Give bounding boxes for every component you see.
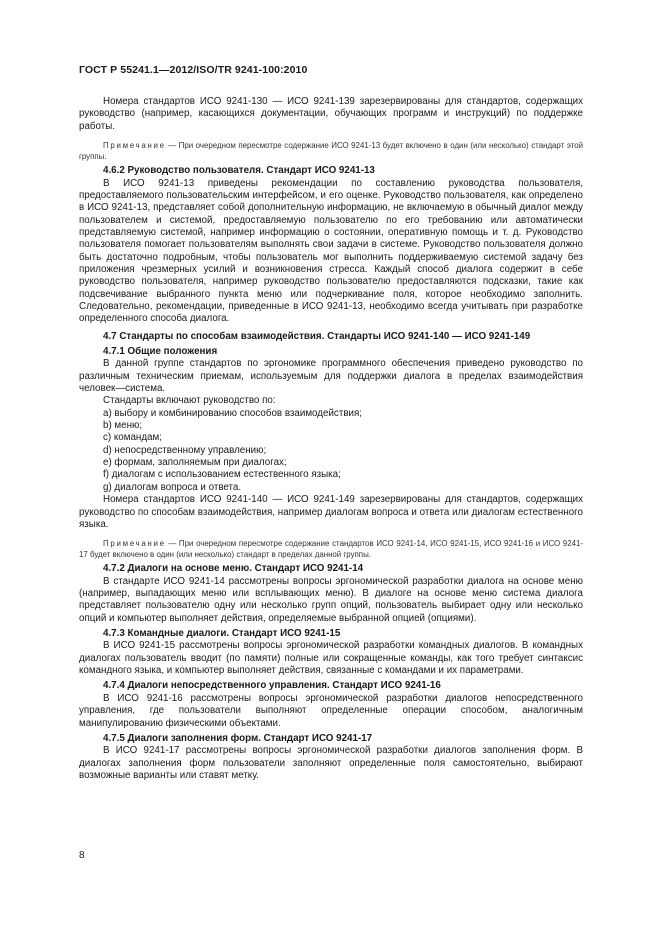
note <box>79 141 583 162</box>
section-heading: 4.6.2 Руководство пользователя. Стандарт ИСО 9241-13 <box>103 165 375 177</box>
section-heading: 4.7.4 Диалоги непосредственного управления. Стандарт ИСО 9241-16 <box>103 680 441 692</box>
paragraph: В ИСО 9241-16 рассмотрены вопросы эргономической разработки диалогов непосредственного управления, где пользователи выполняют определенные операции способом, аналогичным манипулированию физическими объектами. <box>79 692 583 729</box>
list-item: g) диалогам вопроса и ответа. <box>103 481 242 493</box>
note <box>79 539 583 560</box>
list-item: b) меню; <box>103 420 143 432</box>
paragraph: В ИСО 9241-17 рассмотрены вопросы эргономической разработки диалогов заполнения форм. В диалогах заполнения форм пользователи заполняют определенные поля самостоятельно, выбирают возможные варианты или ставят метку. <box>79 745 583 781</box>
document-header: ГОСТ Р 55241.1—2012/ISO/TR 9241-100:2010 <box>79 64 308 76</box>
paragraph: Номера стандартов ИСО 9241-140 — ИСО 9241-149 зарезервированы для стандартов, содержащих руководство по способам взаимодействия, например диалогам вопроса и ответа или диалогам естественного языка. <box>79 494 583 530</box>
paragraph: Номера стандартов ИСО 9241-130 — ИСО 9241-139 зарезервированы для стандартов, содержащих руководство (например, касающихся документации, обучающих программ и инструкций) по поддержке работы. <box>79 96 583 132</box>
section-heading: 4.7.1 Общие положения <box>103 346 218 358</box>
paragraph: В ИСО 9241-15 рассмотрены вопросы эргономической разработки командных диалогов. В командных диалогах пользователь вводит (по памяти) полные или сокращенные команды, как того требует синтаксис командного языка, и компьютер выполняет действия, связанные с командами и их параметрами. <box>79 640 583 677</box>
paragraph: Стандарты включают руководство по: <box>103 395 276 407</box>
paragraph: В стандарте ИСО 9241-14 рассмотрены вопросы эргономической разработки диалога на основе меню (например, выпадающих меню или всплывающих меню). В диалоге на основе меню система диалога представляет пользователю одну или несколько групп опций, пользователь выбирает одну или несколько опций и компьютер выполняет действия, определяемые выбранной опцией (опциями). <box>79 575 583 624</box>
section-heading: 4.7.2 Диалоги на основе меню. Стандарт ИСО 9241-14 <box>103 563 364 575</box>
list-item: d) непосредственному управлению; <box>103 444 267 456</box>
list-item: c) командам; <box>103 432 162 444</box>
note-text: — При очередном пересмотре содержание стандартов ИСО 9241-14, ИСО 9241-15, ИСО 9241-16 и ИСО 9241-17 будет включено в один (или несколько) стандарт в пределах данной группы. <box>79 539 583 559</box>
note-label: Примечание <box>103 141 166 151</box>
note-text: — При очередном пересмотре содержание ИСО 9241-13 будет включено в один (или несколько) стандарт этой группы. <box>79 141 583 161</box>
page-number: 8 <box>79 850 85 861</box>
paragraph: В ИСО 9241-13 приведены рекомендации по составлению руководства пользователя, предоставляемого пользовательским интерфейсом, и его оценке. Руководство пользователя, как определено в ИСО 9241-13, представляет собой дополнительную информацию, не включаемую в обычный диалог между пользователем и системой, предоставляемую пользователю по его требованию или автоматически представляемую системой, например информацию о состоянии, оперативную помощь и т. д. Руководство пользователя помогает пользователям выполнять свои задачи в системе. Руководство пользователя должно быть достаточно подробным, чтобы пользователь мог выполнить поддерживаемую системой задачу без приложения чрезмерных усилий и возникновения стресса. Каждый способ диалога содержит в себе руководство пользователя, например руководство пользователю предоставляются подсказки, такие как подсвечивание выбранного пункта меню или подчеркивание поля, которое необходимо заполнить. Следовательно, рекомендации, приведенные в ИСО 9241-13, необходимо всегда учитывать при разработке определенного способа диалога. <box>79 177 583 325</box>
note-label: Примечание <box>103 539 166 549</box>
document-body <box>79 96 583 782</box>
list-item: a) выбору и комбинированию способов взаимодействия; <box>103 407 363 419</box>
section-heading: 4.7.5 Диалоги заполнения форм. Стандарт ИСО 9241-17 <box>103 732 373 744</box>
list-item: f) диалогам с использованием естественного языка; <box>103 469 341 481</box>
section-heading: 4.7 Стандарты по способам взаимодействия. Стандарты ИСО 9241-140 — ИСО 9241-149 <box>103 330 531 342</box>
section-heading: 4.7.3 Командные диалоги. Стандарт ИСО 9241-15 <box>103 628 341 640</box>
paragraph: В данной группе стандартов по эргономике программного обеспечения приведено руководство по различным техническим приемам, используемым для поддержки диалога в пределах взаимодействия человек—система. <box>79 358 583 395</box>
list-item: e) формам, заполняемым при диалогах; <box>103 457 287 469</box>
